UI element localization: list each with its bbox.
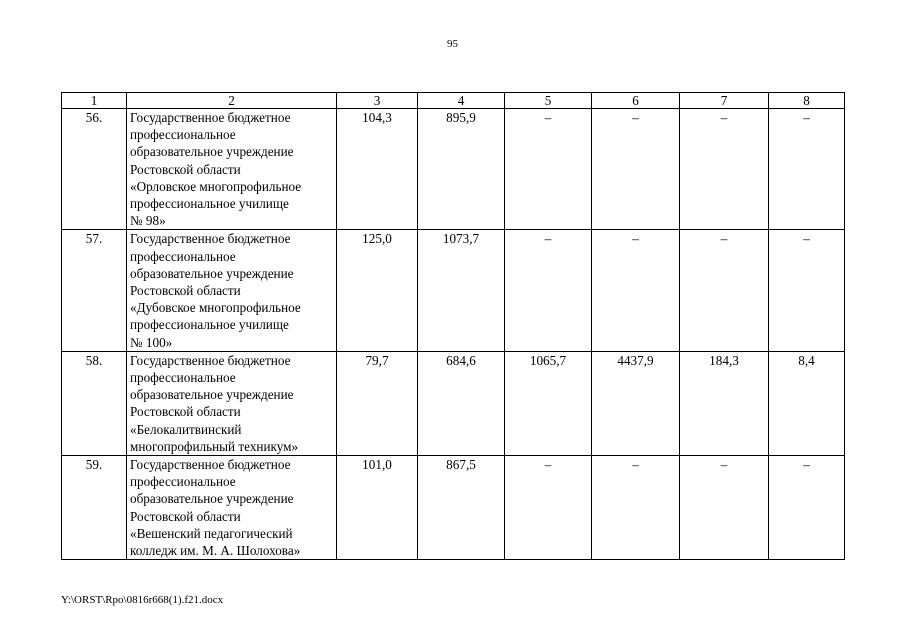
name-line: образовательное учреждение: [130, 387, 294, 403]
row-number: 57.: [62, 230, 127, 351]
value-col-4: 895,9: [418, 109, 505, 230]
value-col-7: –: [680, 230, 769, 351]
column-header: 4: [418, 93, 505, 109]
name-line: Государственное бюджетное: [130, 352, 291, 368]
value-col-6: 4437,9: [592, 351, 680, 455]
value-col-3: 104,3: [337, 109, 418, 230]
name-line: Ростовской области: [130, 283, 241, 299]
column-header: 3: [337, 93, 418, 109]
table-row: [62, 456, 845, 560]
value-col-6: –: [592, 230, 680, 351]
institution-name: [127, 109, 337, 230]
table-header-row: [62, 93, 845, 109]
name-line: № 100»: [130, 334, 173, 350]
value-col-4: 1073,7: [418, 230, 505, 351]
institution-name: [127, 456, 337, 560]
column-header: 5: [505, 93, 592, 109]
name-line: «Орловское многопрофильное: [130, 178, 302, 194]
footer-file-path: Y:\ORST\Rpo\0816r668(1).f21.docx: [61, 594, 224, 606]
value-col-8: –: [769, 456, 845, 560]
value-col-7: –: [680, 109, 769, 230]
name-line: образовательное учреждение: [130, 144, 294, 160]
name-line: Ростовской области: [130, 404, 241, 420]
value-col-3: 101,0: [337, 456, 418, 560]
value-col-3: 125,0: [337, 230, 418, 351]
name-line: образовательное учреждение: [130, 265, 294, 281]
value-col-8: –: [769, 230, 845, 351]
name-line: «Белокалитвинский: [130, 421, 242, 437]
value-col-8: 8,4: [769, 351, 845, 455]
name-line: профессиональное: [130, 370, 236, 386]
value-col-4: 867,5: [418, 456, 505, 560]
name-line: профессиональное: [130, 127, 236, 143]
name-line: «Дубовское многопрофильное: [130, 300, 301, 316]
column-header: 1: [62, 93, 127, 109]
value-col-5: 1065,7: [505, 351, 592, 455]
name-line: образовательное учреждение: [130, 491, 294, 507]
page-number: 95: [447, 38, 458, 50]
value-col-7: –: [680, 456, 769, 560]
column-header: 8: [769, 93, 845, 109]
name-line: № 98»: [130, 213, 166, 229]
column-header: 7: [680, 93, 769, 109]
data-table: [61, 92, 845, 560]
name-line: Государственное бюджетное: [130, 457, 291, 473]
value-col-7: 184,3: [680, 351, 769, 455]
row-number: 58.: [62, 351, 127, 455]
table-row: [62, 109, 845, 230]
value-col-5: –: [505, 230, 592, 351]
name-line: профессиональное училище: [130, 317, 289, 333]
row-number: 59.: [62, 456, 127, 560]
name-line: Государственное бюджетное: [130, 231, 291, 247]
value-col-5: –: [505, 109, 592, 230]
value-col-4: 684,6: [418, 351, 505, 455]
column-header: 6: [592, 93, 680, 109]
name-line: колледж им. М. А. Шолохова»: [130, 543, 301, 559]
name-line: Ростовской области: [130, 161, 241, 177]
value-col-8: –: [769, 109, 845, 230]
row-number: 56.: [62, 109, 127, 230]
institution-name: [127, 230, 337, 351]
institution-name: [127, 351, 337, 455]
name-line: профессиональное: [130, 248, 236, 264]
name-line: «Вешенский педагогический: [130, 525, 293, 541]
table-row: [62, 351, 845, 455]
table-row: [62, 230, 845, 351]
column-header: 2: [127, 93, 337, 109]
value-col-3: 79,7: [337, 351, 418, 455]
name-line: Государственное бюджетное: [130, 110, 291, 125]
value-col-6: –: [592, 109, 680, 230]
value-col-6: –: [592, 456, 680, 560]
name-line: профессиональное: [130, 474, 236, 490]
value-col-5: –: [505, 456, 592, 560]
name-line: Ростовской области: [130, 508, 241, 524]
name-line: многопрофильный техникум»: [130, 438, 299, 454]
name-line: профессиональное училище: [130, 196, 289, 212]
